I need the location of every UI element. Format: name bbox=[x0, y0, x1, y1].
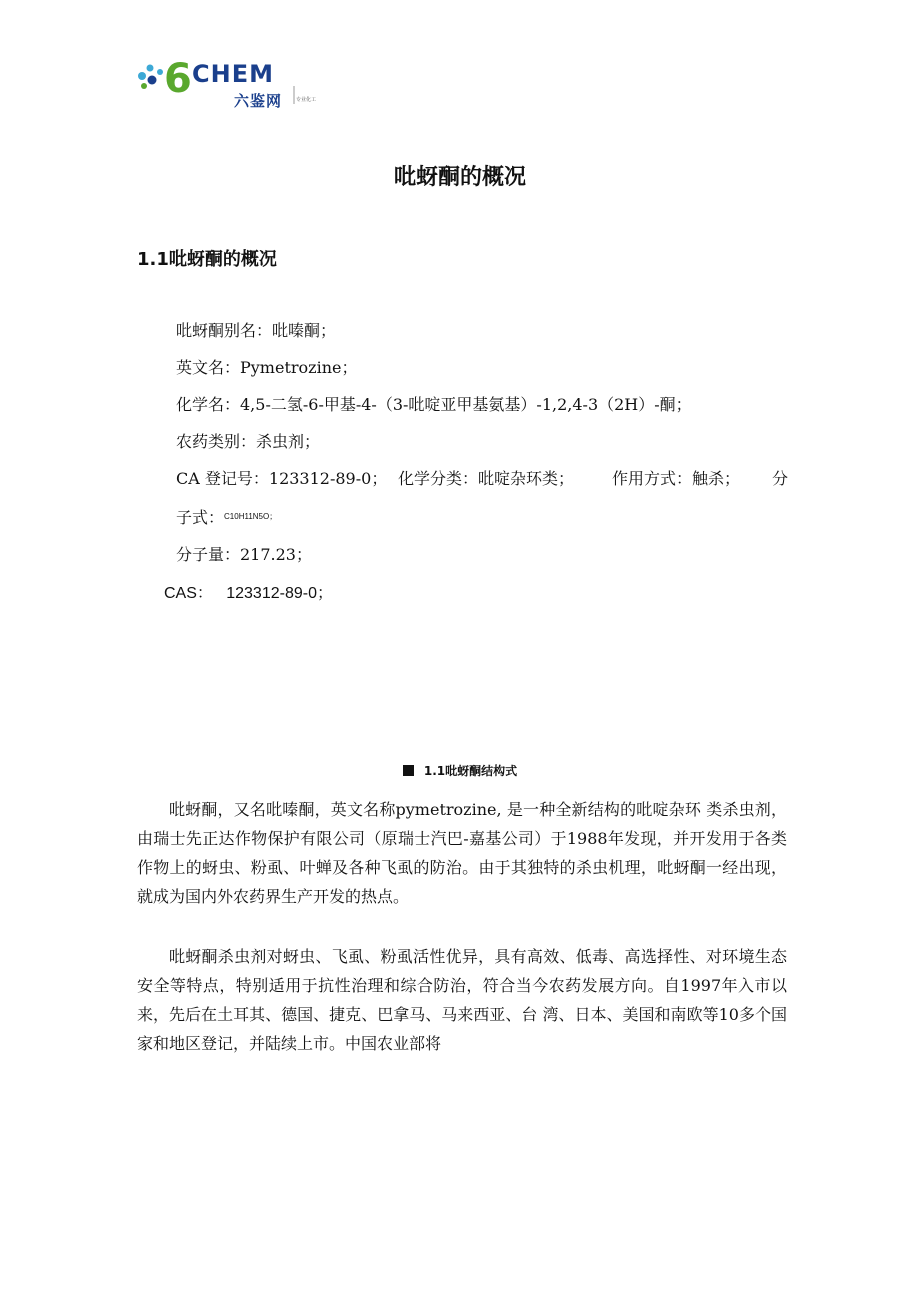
info-formula-prefix-1: 分 bbox=[772, 469, 789, 488]
figure-caption bbox=[0, 762, 920, 779]
info-mol-weight: 分子量：217.23； bbox=[176, 545, 312, 564]
info-category: 农药类别：杀虫剂； bbox=[176, 432, 321, 451]
figure-caption-text: 1.1吡蚜酮结构式 bbox=[423, 764, 518, 778]
info-formula-row bbox=[176, 505, 277, 528]
info-ca-reg: CA 登记号：123312-89-0； bbox=[176, 469, 388, 488]
logo-wordmark: CHEM bbox=[192, 60, 274, 88]
logo-dot-icon bbox=[138, 72, 146, 80]
logo-dot-icon bbox=[147, 65, 154, 72]
info-cas: CAS： 123312-89-0； bbox=[164, 585, 333, 602]
info-chem-class: 化学分类：吡啶杂环类； bbox=[398, 469, 575, 488]
logo-dot-icon bbox=[157, 69, 163, 75]
info-chemical-name: 化学名：4,5-二氢-6-甲基-4-（3-吡啶亚甲基氨基）-1,2,4-3（2H）-酮； bbox=[176, 395, 692, 414]
page-title: 吡蚜酮的概况 bbox=[393, 165, 526, 190]
logo-tagline: 专业化工 bbox=[296, 97, 317, 103]
logo-dot-icon bbox=[141, 83, 147, 89]
logo-dot-icon bbox=[148, 76, 157, 85]
square-bullet-icon bbox=[403, 765, 414, 776]
info-formula-prefix-2: 子式： bbox=[176, 508, 225, 527]
info-alias: 吡蚜酮别名：吡嗪酮； bbox=[176, 321, 337, 340]
paragraph-2: 吡蚜酮杀虫剂对蚜虫、飞虱、粉虱活性优异，具有高效、低毒、高选择性、对环境生态安全等特点，特别适用于抗性治理和综合防治，符合当今农药发展方向。自1997年入市以来，先后在土耳其、德国、捷克、巴拿马、马来西亚、台 湾、日本、美国和南欧等10多个国家和地区登记，并陆续上市。中国农业部将 bbox=[137, 947, 787, 1053]
logo-chinese-name: 六鉴网 bbox=[234, 92, 283, 110]
section-heading: 1.1吡蚜酮的概况 bbox=[137, 249, 277, 270]
info-formula: C10H11N5O； bbox=[224, 512, 278, 521]
logo-six: 6 bbox=[164, 58, 192, 102]
paragraph-1: 吡蚜酮，又名吡嗪酮，英文名称pymetrozine, 是一种全新结构的吡啶杂环 类杀虫剂，由瑞士先正达作物保护有限公司（原瑞士汽巴-嘉基公司）于1988年发现，并开发用于各类作物上的蚜虫、粉虱、叶蝉及各种飞虱的防治。由于其独特的杀虫机理，吡蚜酮一经出现，就成为国内外农药界生产开发的热点。 bbox=[137, 800, 787, 906]
info-mode: 作用方式：触杀； bbox=[612, 469, 741, 488]
logo bbox=[136, 58, 326, 110]
info-english-name: 英文名：Pymetrozine； bbox=[176, 358, 358, 377]
